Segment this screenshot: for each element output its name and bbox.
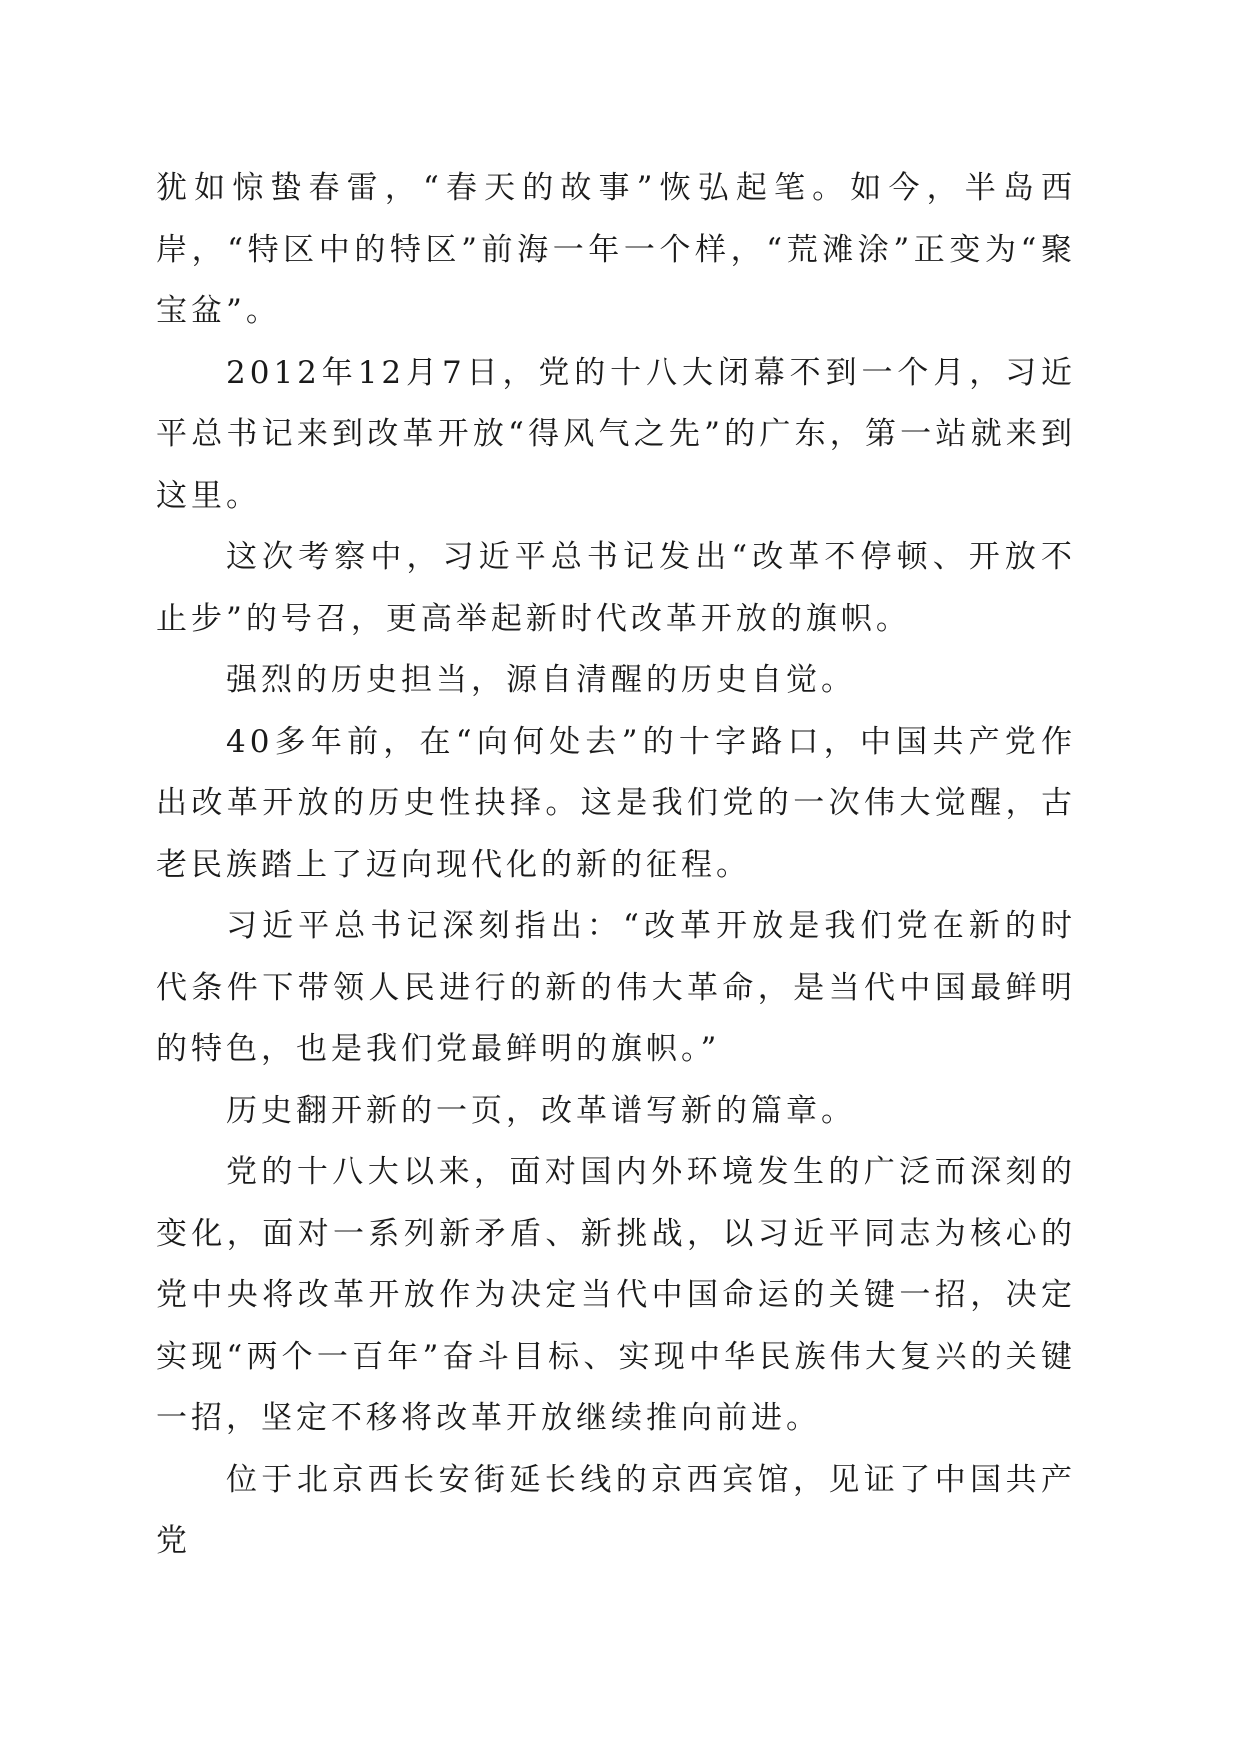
- paragraph: 40多年前，在“向何处去”的十字路口，中国共产党作出改革开放的历史性抉择。这是我们党的一次伟大觉醒，古老民族踏上了迈向现代化的新的征程。: [156, 723, 1076, 883]
- document-body: [156, 158, 1076, 1573]
- paragraph-continuation: 犹如惊蛰春雷，“春天的故事”恢弘起笔。如今，半岛西岸，“特区中的特区”前海一年一个样，“荒滩涂”正变为“聚宝盆”。: [156, 170, 1076, 329]
- paragraph: 历史翻开新的一页，改革谱写新的篇章。: [226, 1092, 856, 1129]
- paragraph: 2012年12月7日，党的十八大闭幕不到一个月，习近平总书记来到改革开放“得风气之先”的广东，第一站就来到这里。: [156, 354, 1076, 514]
- paragraph: 党的十八大以来，面对国内外环境发生的广泛而深刻的变化，面对一系列新矛盾、新挑战，以习近平同志为核心的党中央将改革开放作为决定当代中国命运的关键一招，决定实现“两个一百年”奋斗目标、实现中华民族伟大复兴的关键一招，坚定不移将改革开放继续推向前进。: [156, 1154, 1076, 1436]
- paragraph: 习近平总书记深刻指出：“改革开放是我们党在新的时代条件下带领人民进行的新的伟大革命，是当代中国最鲜明的特色，也是我们党最鲜明的旗帜。”: [156, 908, 1076, 1067]
- paragraph: 强烈的历史担当，源自清醒的历史自觉。: [226, 662, 856, 698]
- paragraph: 位于北京西长安街延长线的京西宾馆，见证了中国共产党: [156, 1461, 1076, 1559]
- paragraph: 这次考察中，习近平总书记发出“改革不停顿、开放不止步”的号召，更高举起新时代改革开放的旗帜。: [156, 539, 1076, 637]
